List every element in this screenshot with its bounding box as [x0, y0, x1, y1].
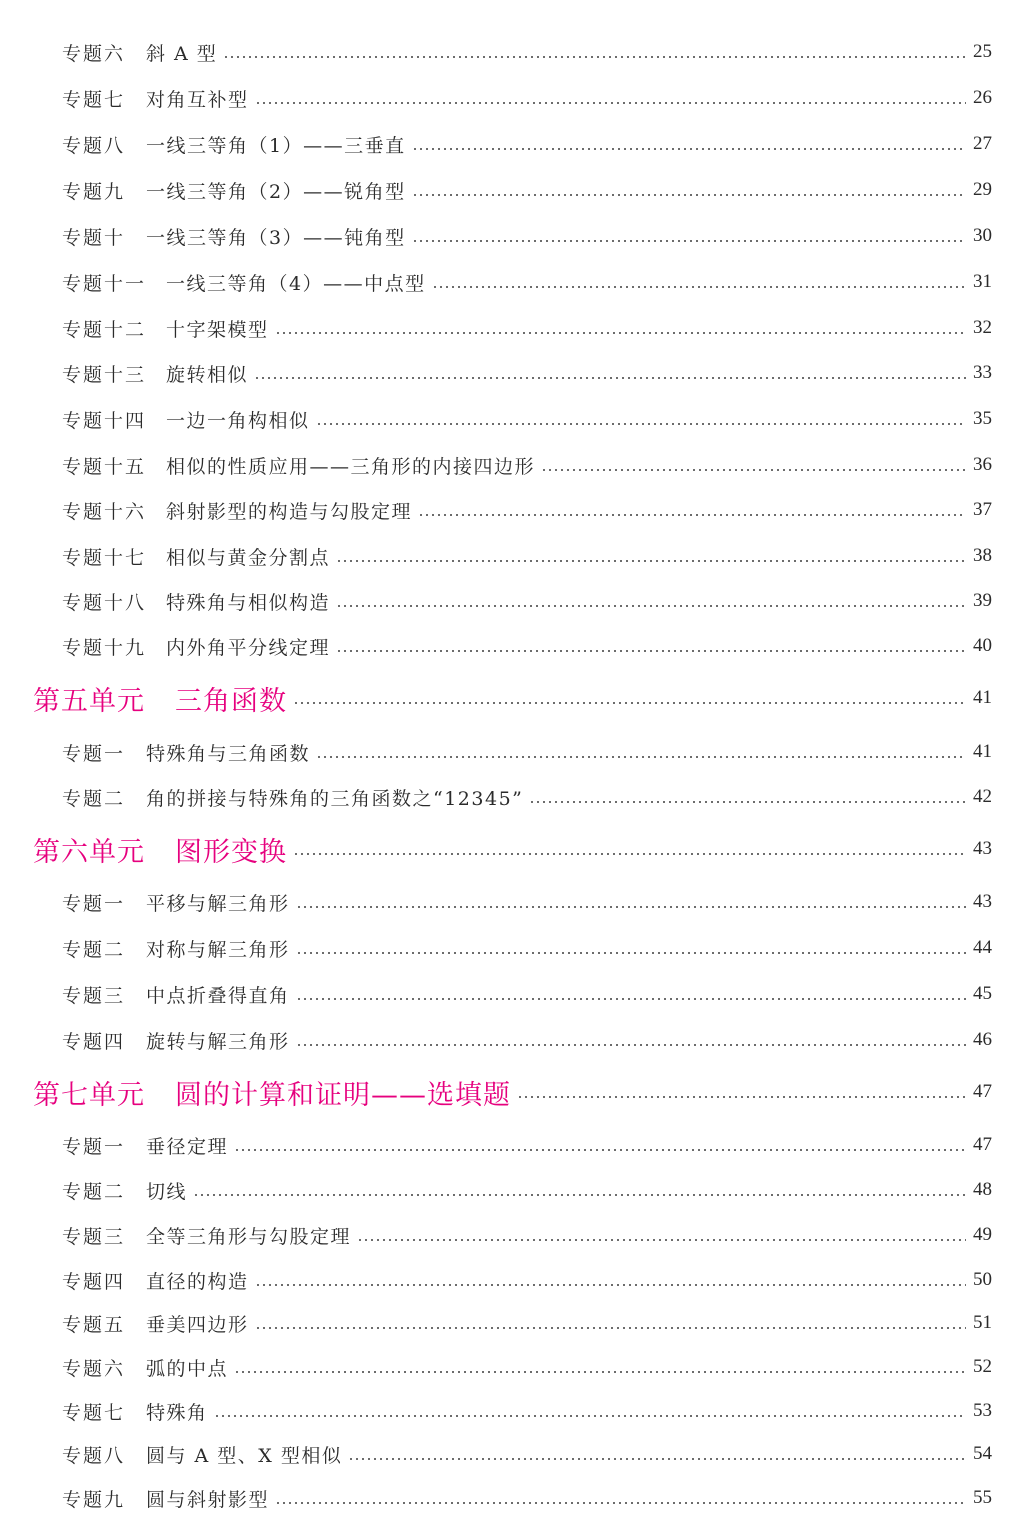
dot-leader	[336, 649, 966, 653]
topic-number: 专题十七	[62, 546, 147, 569]
page-number: 27	[973, 133, 992, 154]
topic-number: 专题二	[62, 787, 126, 810]
dot-leader	[336, 559, 966, 563]
toc-item[interactable]	[0, 1217, 1032, 1253]
toc-item[interactable]	[0, 1393, 1032, 1429]
topic-title: 全等三角形与勾股定理	[146, 1225, 352, 1248]
topic-title: 弧的中点	[146, 1357, 229, 1380]
dot-leader	[296, 1043, 966, 1047]
toc-item[interactable]	[0, 1022, 1032, 1058]
topic-title: 特殊角与相似构造	[166, 591, 331, 614]
topic-number: 专题六	[62, 1357, 126, 1380]
toc-item[interactable]	[0, 1172, 1032, 1208]
toc-item[interactable]	[0, 126, 1032, 162]
toc-item[interactable]	[0, 583, 1032, 619]
dot-leader	[412, 147, 966, 151]
topic-number: 专题十五	[62, 455, 147, 478]
topic-title: 圆与斜射影型	[146, 1488, 270, 1511]
page-number: 31	[973, 271, 992, 292]
toc-item[interactable]	[0, 734, 1032, 770]
topic-title: 垂径定理	[146, 1135, 229, 1158]
topic-number: 专题七	[62, 1401, 126, 1424]
page-number: 49	[973, 1224, 992, 1245]
topic-number: 专题八	[62, 1444, 126, 1467]
toc-item[interactable]	[0, 1436, 1032, 1472]
toc-item[interactable]	[0, 884, 1032, 920]
dot-leader	[316, 422, 966, 426]
unit-heading[interactable]	[0, 680, 1032, 716]
unit-title: 三角函数	[175, 685, 287, 717]
unit-number: 第七单元	[33, 1079, 145, 1111]
page-number: 42	[973, 786, 992, 807]
toc-item[interactable]	[0, 1127, 1032, 1163]
unit-heading[interactable]	[0, 1074, 1032, 1110]
page-number: 54	[973, 1443, 992, 1464]
page-number: 33	[973, 362, 992, 383]
topic-title: 直径的构造	[146, 1270, 249, 1293]
topic-title: 斜 A 型	[146, 42, 218, 65]
dot-leader	[255, 1283, 966, 1287]
dot-leader	[214, 1414, 966, 1418]
dot-leader	[296, 951, 966, 955]
dot-leader	[412, 239, 966, 243]
topic-title: 对角互补型	[146, 88, 249, 111]
toc-item[interactable]	[0, 492, 1032, 528]
topic-number: 专题一	[62, 1135, 126, 1158]
topic-number: 专题一	[62, 892, 126, 915]
topic-title: 十字架模型	[166, 318, 269, 341]
topic-number: 专题八	[62, 134, 126, 157]
topic-number: 专题四	[62, 1030, 126, 1053]
unit-number: 第六单元	[33, 836, 145, 868]
dot-leader	[234, 1148, 966, 1152]
page-number: 47	[973, 1081, 992, 1102]
dot-leader	[357, 1238, 966, 1242]
dot-leader	[316, 755, 966, 759]
topic-title: 对称与解三角形	[146, 938, 290, 961]
topic-number: 专题三	[62, 984, 126, 1007]
page-number: 43	[973, 838, 992, 859]
topic-number: 专题十一	[62, 272, 147, 295]
dot-leader	[348, 1457, 966, 1461]
unit-title: 圆的计算和证明——选填题	[175, 1079, 511, 1111]
topic-title: 一线三等角（2）——锐角型	[146, 180, 406, 203]
page-number: 50	[973, 1269, 992, 1290]
dot-leader	[293, 852, 966, 856]
dot-leader	[296, 905, 966, 909]
topic-title: 垂美四边形	[146, 1313, 249, 1336]
toc-item[interactable]	[0, 1305, 1032, 1341]
page-number: 48	[973, 1179, 992, 1200]
dot-leader	[275, 1501, 966, 1505]
topic-number: 专题二	[62, 938, 126, 961]
topic-number: 专题十八	[62, 591, 147, 614]
topic-number: 专题十二	[62, 318, 147, 341]
page-number: 41	[973, 687, 992, 708]
toc-item[interactable]	[0, 779, 1032, 815]
page-number: 29	[973, 179, 992, 200]
dot-leader	[255, 101, 966, 105]
unit-number: 第五单元	[33, 685, 145, 717]
topic-title: 斜射影型的构造与勾股定理	[166, 500, 413, 523]
toc-item[interactable]	[0, 34, 1032, 70]
toc-item[interactable]	[0, 218, 1032, 254]
page-number: 32	[973, 317, 992, 338]
topic-title: 旋转与解三角形	[146, 1030, 290, 1053]
page-number: 55	[973, 1487, 992, 1508]
page-number: 25	[973, 41, 992, 62]
page-number: 51	[973, 1312, 992, 1333]
topic-title: 平移与解三角形	[146, 892, 290, 915]
page-number: 36	[973, 454, 992, 475]
toc-item[interactable]	[0, 264, 1032, 300]
page-number: 47	[973, 1134, 992, 1155]
page-number: 30	[973, 225, 992, 246]
toc-item[interactable]	[0, 1262, 1032, 1298]
page-number: 44	[973, 937, 992, 958]
dot-leader	[254, 376, 966, 380]
topic-title: 一线三等角（4）——中点型	[166, 272, 426, 295]
page-number: 41	[973, 741, 992, 762]
toc-item[interactable]	[0, 172, 1032, 208]
topic-number: 专题十	[62, 226, 126, 249]
topic-number: 专题二	[62, 1180, 126, 1203]
page-number: 43	[973, 891, 992, 912]
topic-number: 专题九	[62, 180, 126, 203]
topic-title: 圆与 A 型、X 型相似	[146, 1444, 343, 1467]
topic-number: 专题一	[62, 742, 126, 765]
toc-item[interactable]	[0, 80, 1032, 116]
toc-item[interactable]	[0, 538, 1032, 574]
toc-item[interactable]	[0, 310, 1032, 346]
toc-item[interactable]	[0, 976, 1032, 1012]
dot-leader	[275, 331, 966, 335]
dot-leader	[412, 193, 966, 197]
toc-item[interactable]	[0, 447, 1032, 483]
dot-leader	[517, 1095, 966, 1099]
topic-number: 专题七	[62, 88, 126, 111]
topic-title: 旋转相似	[166, 363, 249, 386]
topic-title: 一线三等角（3）——钝角型	[146, 226, 406, 249]
dot-leader	[193, 1193, 966, 1197]
dot-leader	[541, 468, 966, 472]
dot-leader	[293, 701, 966, 705]
topic-number: 专题十九	[62, 636, 147, 659]
topic-number: 专题十六	[62, 500, 147, 523]
page-number: 35	[973, 408, 992, 429]
dot-leader	[418, 513, 966, 517]
dot-leader	[336, 604, 966, 608]
topic-title: 切线	[146, 1180, 188, 1203]
page-number: 53	[973, 1400, 992, 1421]
toc-item[interactable]	[0, 628, 1032, 664]
page-number: 39	[973, 590, 992, 611]
unit-heading[interactable]	[0, 831, 1032, 867]
page-number: 40	[973, 635, 992, 656]
topic-title: 中点折叠得直角	[146, 984, 290, 1007]
topic-title: 特殊角与三角函数	[146, 742, 311, 765]
topic-title: 一边一角构相似	[166, 409, 310, 432]
dot-leader	[234, 1370, 966, 1374]
page-number: 45	[973, 983, 992, 1004]
toc-item[interactable]	[0, 401, 1032, 437]
topic-number: 专题四	[62, 1270, 126, 1293]
topic-title: 相似与黄金分割点	[166, 546, 331, 569]
dot-leader	[432, 285, 966, 289]
topic-title: 特殊角	[146, 1401, 208, 1424]
page-number: 37	[973, 499, 992, 520]
unit-title: 图形变换	[175, 836, 287, 868]
dot-leader	[223, 55, 966, 59]
topic-number: 专题九	[62, 1488, 126, 1511]
topic-number: 专题六	[62, 42, 126, 65]
topic-number: 专题三	[62, 1225, 126, 1248]
page-number: 26	[973, 87, 992, 108]
dot-leader	[296, 997, 966, 1001]
topic-number: 专题五	[62, 1313, 126, 1336]
page-number: 52	[973, 1356, 992, 1377]
topic-title: 相似的性质应用——三角形的内接四边形	[166, 455, 536, 478]
toc-item[interactable]	[0, 930, 1032, 966]
topic-title: 角的拼接与特殊角的三角函数之“12345”	[146, 787, 524, 810]
dot-leader	[255, 1326, 966, 1330]
topic-title: 一线三等角（1）——三垂直	[146, 134, 406, 157]
topic-number: 专题十三	[62, 363, 147, 386]
page-number: 38	[973, 545, 992, 566]
dot-leader	[529, 800, 966, 804]
toc-item[interactable]	[0, 1349, 1032, 1385]
topic-title: 内外角平分线定理	[166, 636, 331, 659]
toc-item[interactable]	[0, 1480, 1032, 1516]
toc-item[interactable]	[0, 355, 1032, 391]
topic-number: 专题十四	[62, 409, 147, 432]
page-number: 46	[973, 1029, 992, 1050]
